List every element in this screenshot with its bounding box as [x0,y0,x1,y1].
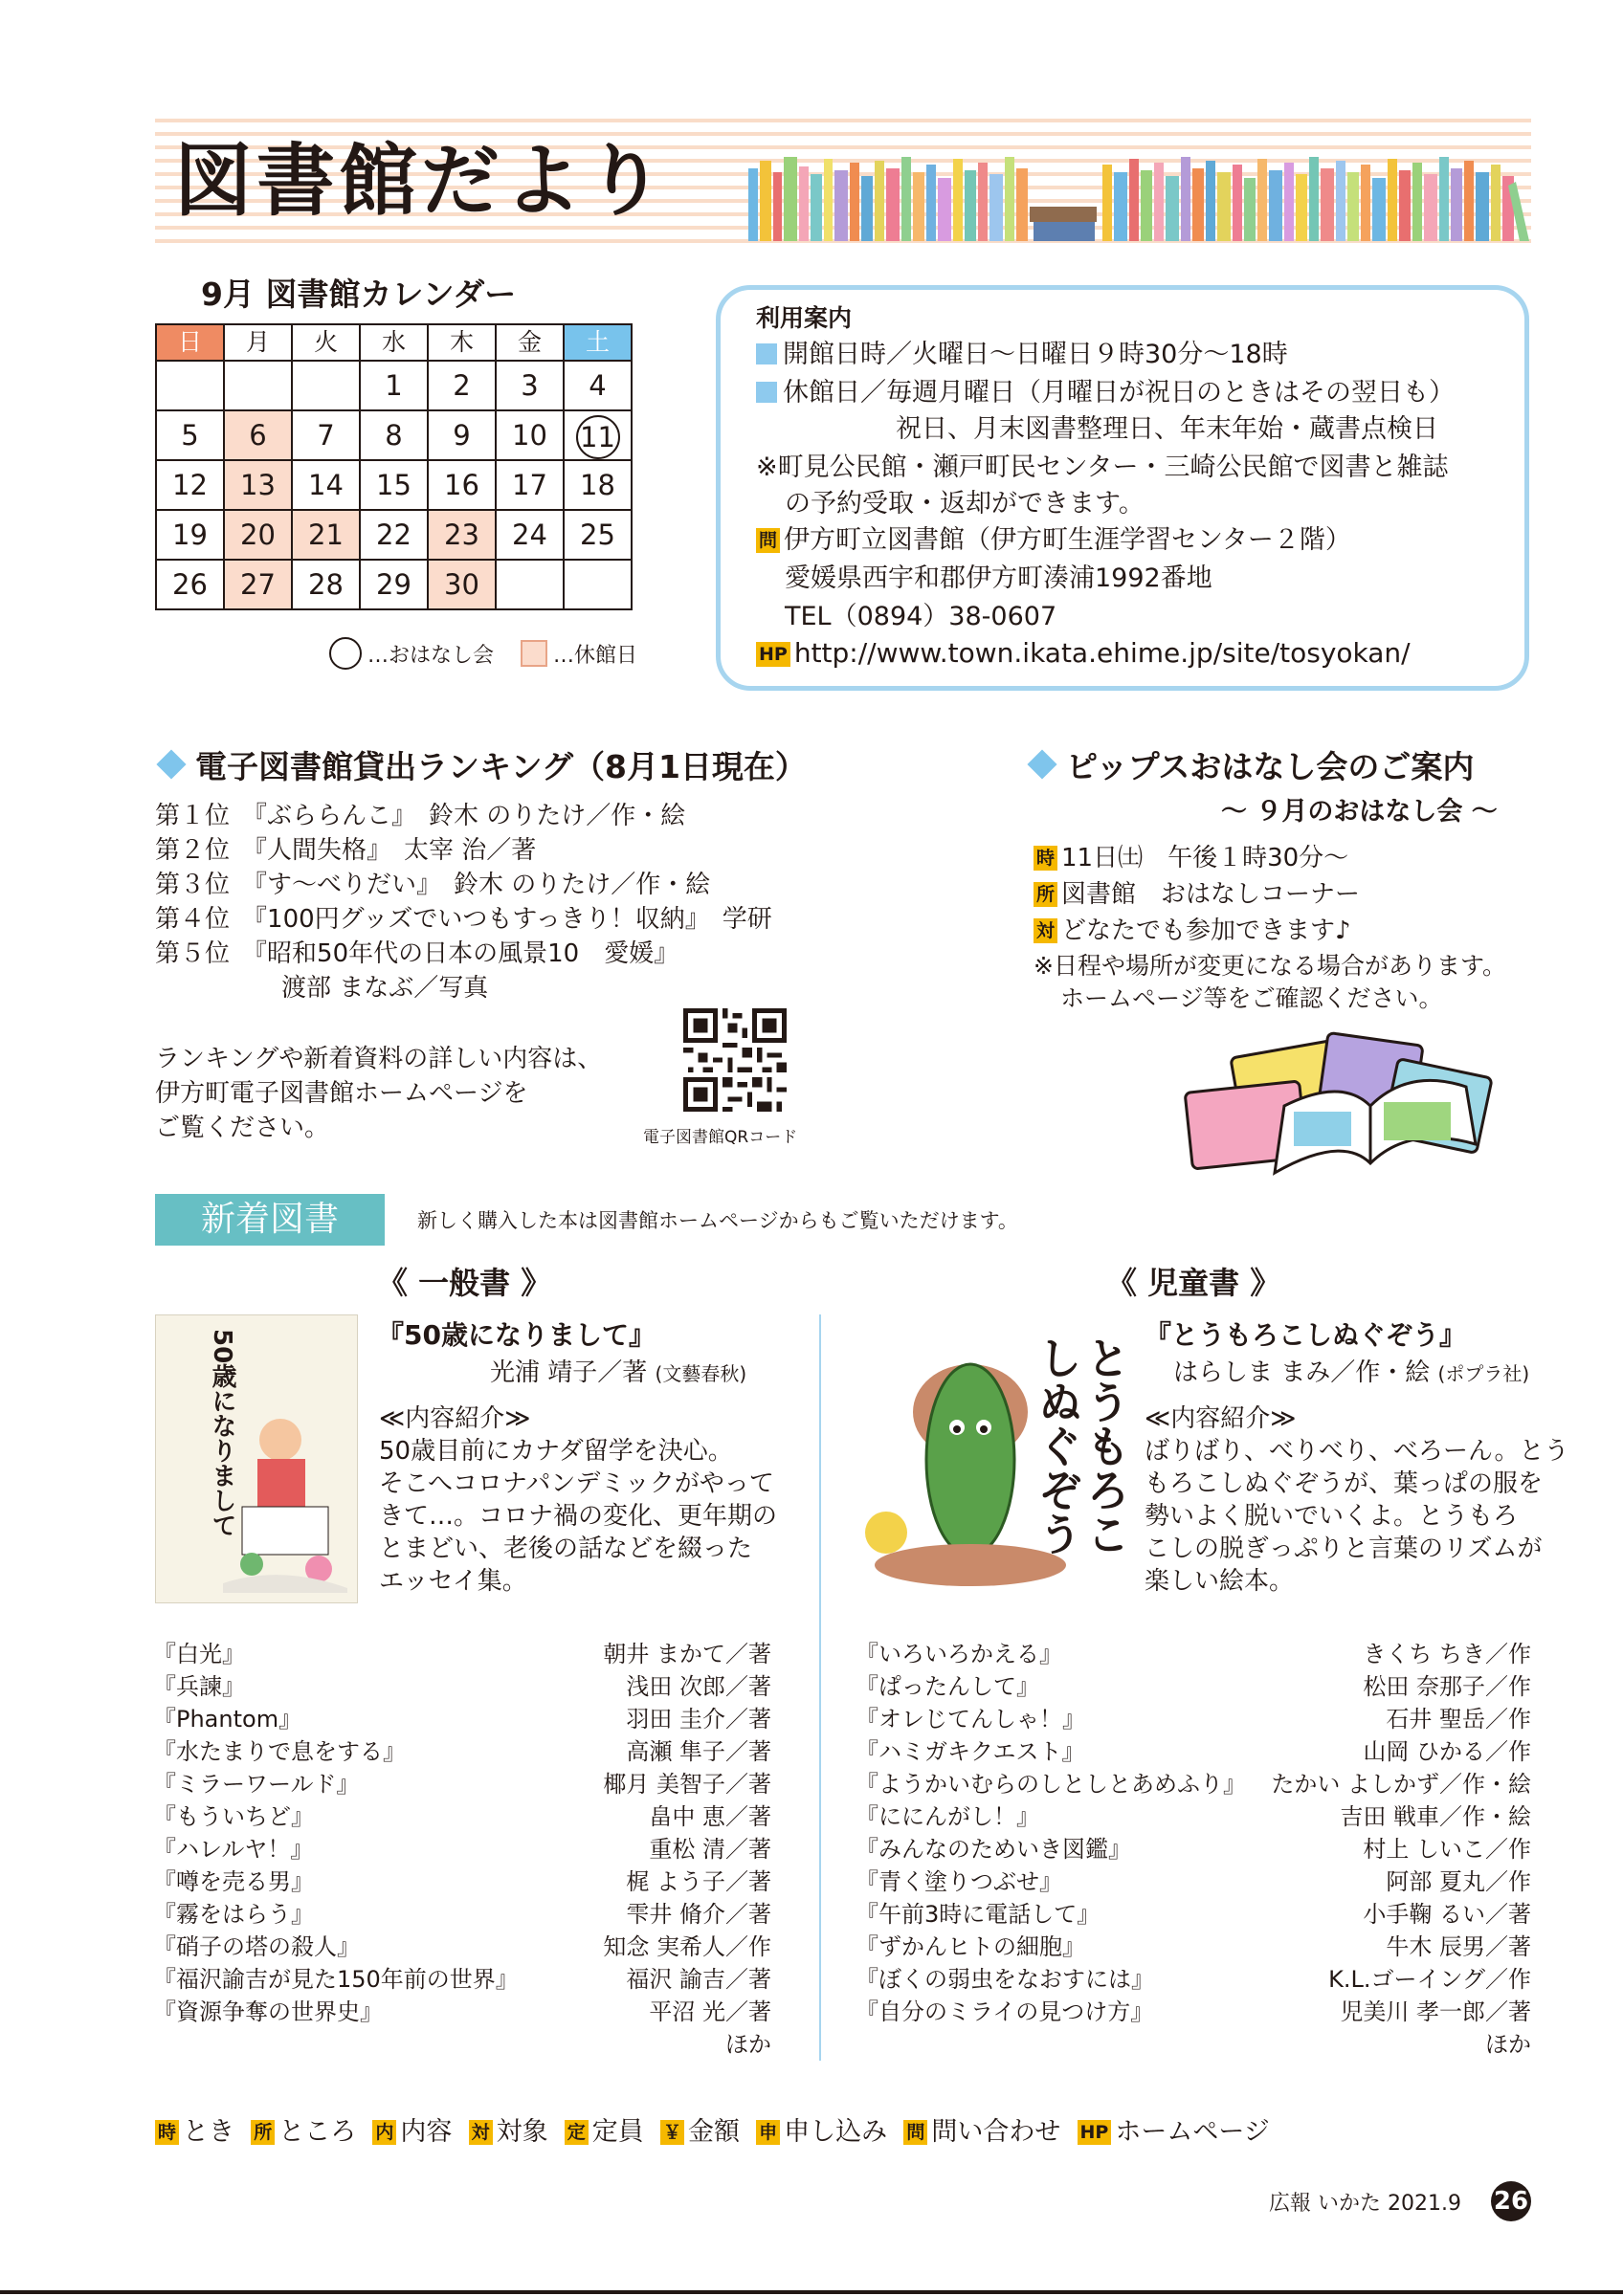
legend-item [469,2117,548,2147]
book-author: 阿部 夏丸／作 [1386,1868,1531,1895]
calendar-day: 29 [360,560,428,609]
book-author: K.L.ゴーイング／作 [1328,1966,1531,1993]
legend-label: とき [183,2117,235,2147]
list-item [153,1931,771,1964]
list-item [153,1898,771,1932]
list-item [153,1996,771,2029]
pipps-note-2: ホームページ等をご確認ください。 [1060,984,1443,1012]
book-title: 『資源争奪の世界史』 [153,1998,383,2025]
pipps-title: ピップスおはなし会のご案内 [1066,748,1475,785]
new-books-note: 新しく購入した本は図書館ホームページからもご覧いただけます。 [417,1209,1018,1232]
book-title: 『福沢諭吉が見た150年前の世界』 [153,1966,519,1993]
children-intro-line: 楽しい絵本。 [1145,1567,1295,1596]
square-icon [521,640,547,667]
general-books-heading: 《 一般書 》 [377,1265,552,1301]
general-intro-label: ≪内容紹介≫ [379,1404,531,1433]
column-divider [819,1314,821,2061]
children-book-cover[interactable] [856,1336,1131,1594]
legend-label: 金額 [687,2117,740,2147]
calendar-day [564,560,632,609]
book-title: 『ハレルヤ！』 [153,1836,314,1863]
pipps-heading [1026,742,1474,787]
rank-label: 第２位 [155,836,231,865]
calendar-day: 2 [428,361,496,410]
children-books-heading: 《 児童書 》 [1106,1265,1281,1301]
book-author: たかい よしかず／作・絵 [1271,1771,1531,1798]
calendar-day: 8 [360,410,428,460]
list-item [856,1996,1531,2029]
content-tag-icon: 内 [372,2120,396,2145]
yen-tag-icon: ￥ [660,2120,684,2145]
calendar-day [156,361,224,410]
pipps-time-text: 11日㈯ 午後１時30分～ [1061,844,1349,872]
list-item [856,1703,1531,1736]
calendar-day: 9 [428,410,496,460]
book-title: 『午前3時に電話して』 [856,1901,1101,1928]
book-author: 高瀬 隼子／著 [626,1738,771,1765]
book-author: 小手鞠 るい／著 [1363,1901,1531,1928]
contact-tag-icon: 問 [756,528,780,553]
calendar-day [292,361,360,410]
book-title: 『水たまりで息をする』 [153,1738,406,1765]
list-item [856,1931,1531,1964]
info-closed-text: 休館日／毎週月曜日（月曜日が祝日のときはその翌日も） [783,378,1455,408]
ranking-item-5-line2: 渡部 まなぶ／写真 [281,974,489,1003]
rank-label: 第３位 [155,871,231,899]
weekday-fri: 金 [496,324,564,361]
pipps-time [1034,838,1348,873]
pipps-place [1034,874,1360,910]
rank-text: 『人間失格』 太宰 治／著 [255,836,537,865]
general-feature-title: 『50歳になりまして』 [377,1319,656,1351]
square-bullet-icon [756,382,777,403]
pipps-target-text: どなたでも参加できます♪ [1061,916,1351,945]
calendar-day: 28 [292,560,360,609]
place-tag-icon: 所 [1034,882,1057,907]
book-author: 福沢 諭吉／著 [626,1966,771,1993]
calendar-day: 26 [156,560,224,609]
ranking-title: 電子図書館貸出ランキング（8月1日現在） [195,748,807,785]
book-title: 『ににんがし！』 [856,1803,1039,1830]
book-author: 石井 聖岳／作 [1386,1706,1531,1733]
ranking-item [155,800,685,832]
calendar-day: 24 [496,510,564,560]
calendar-day: 25 [564,510,632,560]
calendar-day: 22 [360,510,428,560]
info-contact-name: 伊方町立図書館（伊方町生涯学習センター２階） [784,525,1351,555]
weekday-tue: 火 [292,324,360,361]
book-author: 吉田 戦車／作・絵 [1340,1803,1531,1830]
info-open-text: 開館日時／火曜日～日曜日９時30分～18時 [783,340,1288,369]
book-title: 『ようかいむらのしとしとあめふり』 [856,1771,1246,1798]
diamond-icon [1027,749,1056,779]
book-title: 『硝子の塔の殺人』 [153,1933,360,1960]
pipps-target [1034,911,1351,946]
etc-label: ほか [725,2031,771,2058]
list-item [153,1963,771,1997]
legend-item [372,2117,452,2147]
list-item [856,1670,1531,1704]
children-feature-author: はらしま まみ／作・絵 [1173,1358,1431,1387]
calendar-day-closed: 13 [224,460,292,510]
list-item [856,1638,1531,1671]
list-item [153,1735,771,1769]
open-books-illustration [1179,1029,1504,1192]
info-closed-2: 祝日、月末図書整理日、年末年始・蔵書点検日 [896,414,1438,444]
info-note-1: ※町見公民館・瀬戸町民センター・三崎公民館で図書と雑誌 [756,453,1449,482]
book-author: 平沼 光／著 [649,1998,771,2025]
general-feature-publisher: (文藝春秋) [655,1362,747,1385]
children-intro-line: ばりばり、べりべり、べろーん。とう [1145,1437,1569,1466]
calendar-day-closed: 30 [428,560,496,609]
bookshelf-illustration [746,153,1531,241]
info-address: 愛媛県西宇和郡伊方町湊浦1992番地 [785,563,1212,593]
calendar-day-closed: 20 [224,510,292,560]
calendar-day: 10 [496,410,564,460]
general-feature-author: 光浦 靖子／著 [490,1358,648,1387]
ohanashi-circle: 11 [576,415,620,459]
book-title: 『自分のミライの見つけ方』 [856,1998,1154,2025]
ranking-item [155,903,772,936]
legend-item [1078,2117,1270,2147]
calendar-day: 15 [360,460,428,510]
calendar-day: 3 [496,361,564,410]
list-item [856,1833,1531,1866]
legend-label: 申し込み [784,2117,888,2147]
calendar-day-closed: 23 [428,510,496,560]
legend-item [155,2117,234,2147]
ranking-note-3: ご覧ください。 [155,1114,330,1142]
calendar-day-closed: 27 [224,560,292,609]
list-item [153,1670,771,1704]
legend-label: 対象 [496,2117,548,2147]
calendar-day: 18 [564,460,632,510]
info-note-2: の予約受取・返却ができます。 [785,489,1145,519]
book-author: 浅田 次郎／著 [626,1673,771,1700]
rank-label: 第５位 [155,939,231,968]
ranking-heading [155,742,807,787]
ranking-note-2: 伊方町電子図書館ホームページを [155,1079,528,1108]
list-item [856,1963,1531,1997]
ranking-item [155,938,678,970]
calendar-legend [329,637,637,670]
legend-label: ところ [278,2117,357,2147]
list-item [856,1768,1531,1801]
general-intro-line: きて…。コロナ禍の変化、更年期の [379,1502,778,1531]
children-intro-line: 勢いよく脱いでいくよ。とうもろ [1145,1502,1519,1531]
library-url-link[interactable]: http://www.town.ikata.ehime.jp/site/tosyokan/ [793,637,1411,669]
general-intro-line: エッセイ集。 [379,1567,527,1596]
book-author: 山岡 ひかる／作 [1363,1738,1531,1765]
hp-tag-icon: HP [756,642,790,667]
rank-label: 第４位 [155,905,231,934]
book-title: 『Phantom』 [153,1706,302,1733]
legend-item [660,2117,740,2147]
calendar-day [496,560,564,609]
hp-tag-icon: HP [1078,2120,1112,2145]
book-title: 『噂を売る男』 [153,1868,314,1895]
legend-item [251,2117,356,2147]
new-books-label: 新着図書 [155,1194,385,1246]
book-title: 『ハミガキクエスト』 [856,1738,1085,1765]
legend-ohanashi: …おはなし会 [367,643,495,668]
book-title: 『兵諫』 [153,1673,245,1700]
weekday-sun: 日 [156,324,224,361]
children-feature-author-line [1173,1353,1529,1388]
book-title: 『ミラーワールド』 [153,1771,360,1798]
book-author: 畠中 恵／著 [649,1803,771,1830]
general-intro-line: そこへコロナパンデミックがやって [379,1469,774,1498]
rank-text: 『ぶららんこ』 鈴木 のりたけ／作・絵 [255,802,686,830]
place-tag-icon: 所 [251,2120,275,2145]
target-tag-icon: 対 [469,2120,493,2145]
ranking-item [155,834,536,867]
book-author: 村上 しいこ／作 [1363,1836,1531,1863]
general-book-cover[interactable] [155,1314,358,1603]
calendar-title: 9月 図書館カレンダー [201,276,517,313]
rank-label: 第１位 [155,802,231,830]
legend-item [903,2117,1060,2147]
legend-label: 問い合わせ [931,2117,1061,2147]
book-author: 重松 清／著 [649,1836,771,1863]
children-feature-title: 『とうもろこしぬぐぞう』 [1145,1319,1467,1351]
weekday-wed: 水 [360,324,428,361]
page-title: 図書館だより [174,136,669,227]
calendar-day-closed: 6 [224,410,292,460]
ranking-note-1: ランキングや新着資料の詳しい内容は、 [155,1045,603,1073]
contact-tag-icon: 問 [903,2120,927,2145]
book-author: 梶 よう子／著 [626,1868,771,1895]
time-tag-icon: 時 [155,2120,179,2145]
book-author: 朝井 まかて／著 [603,1641,771,1667]
square-bullet-icon [756,343,777,364]
children-intro-line: もろこしぬぐぞうが、葉っぱの服を [1145,1469,1544,1498]
qr-code-icon[interactable] [683,1008,787,1112]
pipps-subtitle: ～ ９月のおはなし会 ～ [1221,797,1498,827]
calendar-day: 12 [156,460,224,510]
book-title: 『ぱったんして』 [856,1673,1039,1700]
book-title: 『みんなのためいき図鑑』 [856,1836,1131,1863]
children-intro-line: こしの脱ぎっぷりと言葉のリズムが [1145,1534,1543,1563]
book-title: 『もういちど』 [153,1803,314,1830]
book-author: 雫井 脩介／著 [626,1901,771,1928]
list-item [153,1866,771,1899]
legend-label: 定員 [591,2117,644,2147]
general-intro-line: 50歳目前にカナダ留学を決心。 [379,1437,733,1466]
target-tag-icon: 対 [1034,918,1057,943]
etc-label: ほか [1485,2031,1531,2058]
list-item [153,1800,771,1834]
book-title: 『白光』 [153,1641,245,1667]
list-item [856,1800,1531,1834]
diamond-icon [156,749,186,779]
weekday-thu: 木 [428,324,496,361]
apply-tag-icon: 申 [756,2120,780,2145]
legend-item [756,2117,887,2147]
book-author: 牛木 辰男／著 [1386,1933,1531,1960]
legend-item [565,2117,644,2147]
weekday-sat: 土 [564,324,632,361]
list-item [856,1898,1531,1932]
footer-legend [155,2110,1270,2148]
children-intro-label: ≪内容紹介≫ [1145,1404,1297,1433]
general-feature-author-line [490,1353,746,1388]
list-item [153,1768,771,1801]
book-author: 椰月 美智子／著 [603,1771,771,1798]
info-hp [756,637,1411,670]
list-item [856,1866,1531,1899]
circle-icon [329,637,362,670]
time-tag-icon: 時 [1034,846,1057,871]
book-author: 児美川 孝一郎／著 [1340,1998,1531,2025]
legend-label: 内容 [400,2117,453,2147]
calendar-day: 1 [360,361,428,410]
capacity-tag-icon: 定 [565,2120,589,2145]
calendar-day [224,361,292,410]
book-title: 『いろいろかえる』 [856,1641,1062,1667]
bottom-rule [0,2290,1623,2294]
calendar-day-closed: 21 [292,510,360,560]
info-tel: TEL（0894）38-0607 [785,602,1057,631]
legend-label: ホームページ [1115,2117,1270,2147]
info-open [756,339,1288,371]
calendar-day: 14 [292,460,360,510]
pipps-place-text: 図書館 おはなしコーナー [1061,880,1361,909]
book-title: 『ずかんヒトの細胞』 [856,1933,1085,1960]
calendar-day-ohanashi [564,410,632,460]
book-author: 羽田 圭介／著 [626,1706,771,1733]
publication-name: 広報 いかた 2021.9 [1269,2192,1461,2216]
ranking-item [155,869,710,901]
calendar-day: 4 [564,361,632,410]
rank-text: 『す～べりだい』 鈴木 のりたけ／作・絵 [255,871,711,899]
list-item [153,1703,771,1736]
book-title: 『オレじてんしゃ！』 [856,1706,1085,1733]
calendar-day: 7 [292,410,360,460]
info-contact [756,524,1351,557]
weekday-mon: 月 [224,324,292,361]
legend-closed: …休館日 [553,643,638,668]
info-closed [756,377,1455,409]
page-number: 26 [1491,2181,1531,2221]
children-feature-publisher: (ポプラ社) [1437,1362,1530,1385]
book-title: 『ぼくの弱虫をなおすには』 [856,1966,1154,1993]
general-intro-line: とまどい、老後の話などを綴った [379,1534,753,1563]
children-cover-title: とうもろこしぬぐぞう [1032,1336,1131,1556]
calendar-day: 16 [428,460,496,510]
book-author: 知念 実希人／作 [603,1933,771,1960]
cover-illustration [223,1402,347,1593]
general-cover-title: 50歳になりまして [208,1329,236,1538]
pipps-note-1: ※日程や場所が変更になる場合があります。 [1034,952,1506,980]
rank-text: 『昭和50年代の日本の風景10 愛媛』 [255,939,679,968]
calendar-day: 5 [156,410,224,460]
list-item [153,1833,771,1866]
list-item [856,1735,1531,1769]
book-title: 『青く塗りつぶせ』 [856,1868,1062,1895]
list-item [153,1638,771,1671]
qr-label: 電子図書館QRコード [643,1128,798,1147]
book-title: 『霧をはらう』 [153,1901,314,1928]
book-author: きくち ちき／作 [1363,1641,1531,1667]
calendar-day: 17 [496,460,564,510]
info-title: 利用案内 [756,304,853,332]
calendar-day: 19 [156,510,224,560]
rank-text: 『100円グッズでいつもすっきり！収納』 学研 [255,905,772,934]
book-author: 松田 奈那子／作 [1363,1673,1531,1700]
library-calendar [155,323,633,610]
